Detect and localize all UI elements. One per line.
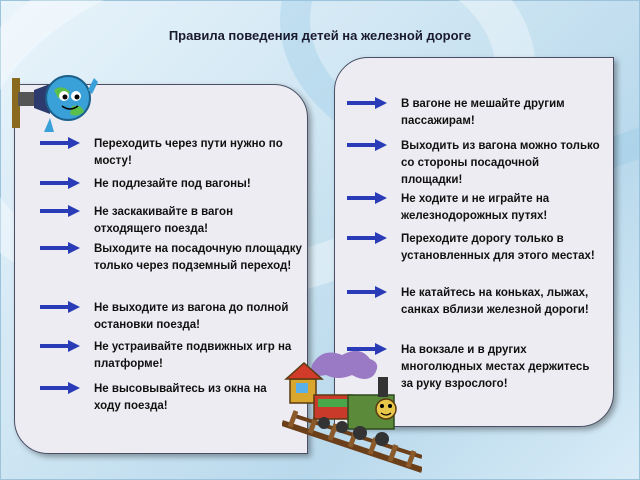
left-rule-text: Не выходите из вагона до полной остановки поезда! — [94, 302, 289, 331]
right-rule-1 — [347, 96, 602, 130]
arrow-icon — [347, 97, 387, 109]
left-rule-2 — [40, 176, 302, 193]
left-rule-5 — [40, 300, 302, 334]
left-rule-text: Не устраивайте подвижных игр на платформе! — [94, 341, 292, 370]
slide-title: Правила поведения детей на железной дороге — [168, 28, 472, 43]
right-rule-text: Не ходите и не играйте на железнодорожных путях! — [401, 193, 550, 222]
right-rule-text: Не катайтесь на коньках, лыжах, санках вблизи железной дороги! — [401, 287, 589, 316]
right-rule-text: На вокзале и в других многолюдных местах держитесь за руку взрослого! — [401, 344, 590, 390]
arrow-icon — [347, 232, 387, 244]
left-rule-text: Выходите на посадочную площадку только через подземный переход! — [94, 243, 302, 272]
left-rule-text: Не подлезайте под вагоны! — [94, 178, 251, 190]
arrow-icon — [40, 382, 80, 394]
right-rule-2 — [347, 138, 602, 189]
globe-mascot-icon — [10, 70, 100, 140]
arrow-icon — [40, 177, 80, 189]
left-rule-text: Переходить через пути нужно по мосту! — [94, 138, 283, 167]
left-rule-4 — [40, 241, 302, 275]
arrow-icon — [347, 192, 387, 204]
left-rule-text: Не высовывайтесь из окна на ходу поезда! — [94, 383, 267, 412]
right-rule-4 — [347, 231, 602, 265]
right-rule-text: В вагоне не мешайте другим пассажирам! — [401, 98, 565, 127]
left-rule-1 — [40, 136, 302, 170]
arrow-icon — [347, 139, 387, 151]
toy-train-icon — [282, 345, 422, 475]
right-rule-text: Выходить из вагона можно только со стороны посадочной площадки! — [401, 140, 600, 186]
arrow-icon — [40, 301, 80, 313]
arrow-icon — [40, 137, 80, 149]
left-rule-7 — [40, 381, 280, 415]
left-rule-text: Не заскакивайте в вагон отходящего поезда! — [94, 206, 234, 235]
left-rule-6 — [40, 339, 302, 373]
arrow-icon — [347, 286, 387, 298]
arrow-icon — [40, 242, 80, 254]
left-rule-3 — [40, 204, 302, 238]
right-rule-text: Переходите дорогу только в установленных для этого местах! — [401, 233, 595, 262]
right-rule-3 — [347, 191, 602, 225]
right-rule-5 — [347, 285, 602, 319]
arrow-icon — [40, 340, 80, 352]
arrow-icon — [40, 205, 80, 217]
